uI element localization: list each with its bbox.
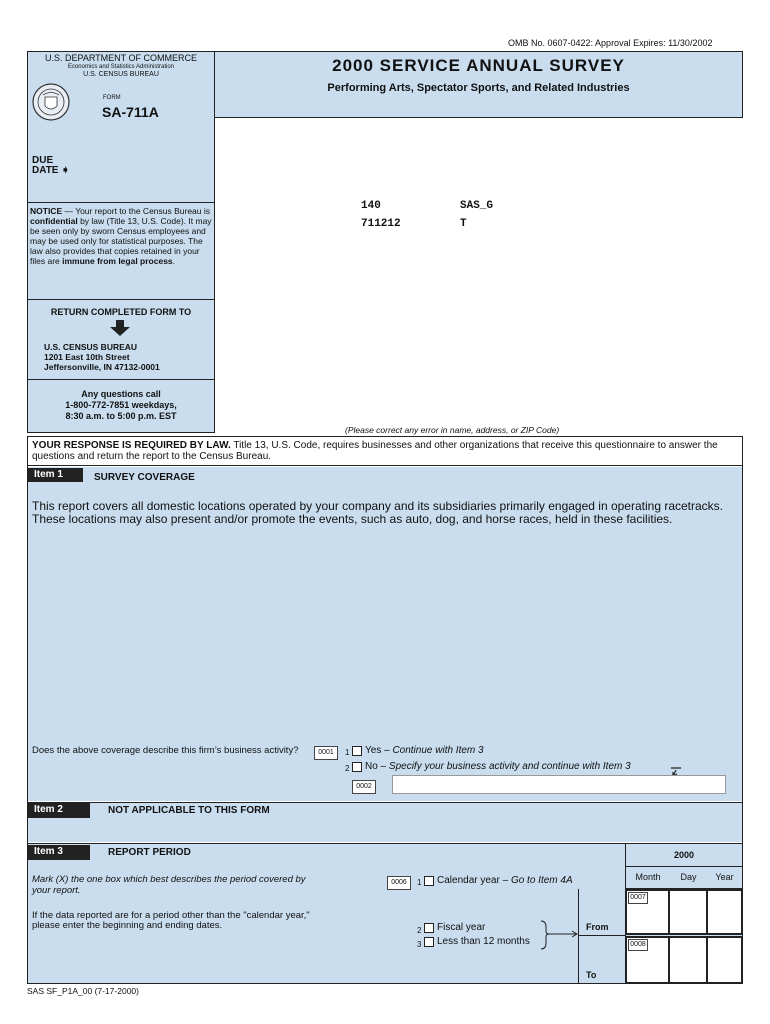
item-1-tag: Item 1 bbox=[28, 468, 83, 482]
code-0008: 0008 bbox=[628, 939, 648, 951]
item-1-code-0001: 0001 bbox=[314, 746, 338, 760]
questions-box bbox=[27, 379, 215, 433]
calendar-year-label: Calendar year – Go to Item 4A bbox=[437, 875, 573, 886]
from-to-divider bbox=[578, 935, 626, 936]
return-line-1: U.S. CENSUS BUREAU bbox=[44, 342, 138, 352]
item-1-body: This report covers all domestic locations operated by your company and its subsidiaries primarily engaged in operating racetracks. These locations may also present and/or promote the events, such as auto, dog, and horse races, held in these facilities. bbox=[32, 499, 724, 526]
item-3-option-2-number: 2 bbox=[417, 926, 422, 935]
address-code-4: T bbox=[460, 218, 467, 230]
item-1-title: SURVEY COVERAGE bbox=[94, 472, 195, 483]
less-than-12-months-checkbox[interactable] bbox=[424, 937, 434, 947]
item-3-title: REPORT PERIOD bbox=[108, 847, 191, 858]
bureau-name: U.S. CENSUS BUREAU bbox=[83, 71, 159, 78]
due-arrow-icon: ➧ bbox=[61, 165, 70, 176]
fiscal-year-checkbox[interactable] bbox=[424, 923, 434, 933]
form-footer-code: SAS SF_P1A_00 (7-17-2000) bbox=[27, 986, 139, 996]
year-header: 2000 bbox=[673, 850, 695, 860]
from-label: From bbox=[586, 922, 609, 932]
return-line-2: 1201 East 10th Street bbox=[44, 352, 130, 362]
day-header: Day bbox=[680, 872, 697, 882]
item-1-no-label: No – Specify your business activity and continue with Item 3 bbox=[365, 761, 631, 772]
notice-box bbox=[27, 202, 215, 300]
item-3-option-3-number: 3 bbox=[417, 940, 422, 949]
title-box bbox=[214, 51, 743, 118]
item-3-code-0006: 0006 bbox=[387, 876, 411, 890]
less-than-12-months-label: Less than 12 months bbox=[437, 936, 530, 947]
to-label: To bbox=[586, 970, 597, 980]
fiscal-year-label: Fiscal year bbox=[437, 922, 486, 933]
business-activity-input[interactable] bbox=[392, 775, 726, 794]
item-1-option-2-number: 2 bbox=[345, 764, 350, 773]
item-1-no-checkbox[interactable] bbox=[352, 762, 362, 772]
return-box bbox=[27, 299, 215, 380]
from-year-input[interactable] bbox=[706, 889, 743, 935]
year-col-header: Year bbox=[715, 872, 734, 882]
survey-subtitle: Performing Arts, Spectator Sports, and Related Industries bbox=[327, 82, 630, 94]
item-3-tag: Item 3 bbox=[28, 845, 90, 860]
item-3-instruction-2: If the data reported are for a period other than the "calendar year," please enter the beginning and ending dates. bbox=[32, 910, 310, 931]
department-box bbox=[27, 51, 215, 203]
survey-title: 2000 SERVICE ANNUAL SURVEY bbox=[332, 56, 625, 75]
commerce-seal-icon bbox=[31, 82, 71, 122]
item-1-question: Does the above coverage describe this firm’s business activity? bbox=[32, 745, 299, 756]
code-0007: 0007 bbox=[628, 892, 648, 904]
department-name: U.S. DEPARTMENT OF COMMERCE bbox=[44, 53, 197, 63]
item-2-title: NOT APPLICABLE TO THIS FORM bbox=[108, 805, 270, 816]
questions-hours: 8:30 a.m. to 5:00 p.m. EST bbox=[65, 411, 177, 421]
address-code-2: SAS_G bbox=[460, 200, 494, 212]
item-3-option-1-number: 1 bbox=[417, 878, 422, 887]
admin-name: Economics and Statistics Administration bbox=[67, 64, 175, 70]
questions-phone: 1-800-772-7851 weekdays, bbox=[65, 400, 177, 410]
omb-number: OMB No. 0607-0422: Approval Expires: 11/30/2002 bbox=[508, 38, 713, 48]
item-2-tag: Item 2 bbox=[28, 803, 90, 818]
calendar-year-checkbox[interactable] bbox=[424, 876, 434, 886]
return-line-3: Jeffersonville, IN 47132-0001 bbox=[44, 362, 160, 372]
down-arrow-icon bbox=[109, 320, 131, 341]
address-code-3: 711212 bbox=[361, 218, 401, 230]
notice-text: NOTICE — Your report to the Census Bureau is confidential by law (Title 13, U.S. Code). It may be seen only by sworn Census employees and may be used only for statistical purposes. The law also provides that copies retained in your files are immune from legal process. bbox=[30, 206, 212, 266]
address-correction-note: (Please correct any error in name, address, or ZIP Code) bbox=[345, 425, 560, 435]
form-label: FORM bbox=[103, 95, 121, 101]
item-1-yes-checkbox[interactable] bbox=[352, 746, 362, 756]
to-year-input[interactable] bbox=[706, 936, 743, 984]
questions-line-1: Any questions call bbox=[81, 389, 161, 399]
form-id: SA-711A bbox=[102, 104, 159, 120]
due-date-label: DUE DATE ➧ bbox=[32, 155, 70, 176]
item-1-yes-label: Yes – Continue with Item 3 bbox=[365, 745, 484, 756]
to-day-input[interactable] bbox=[668, 936, 708, 984]
from-day-input[interactable] bbox=[668, 889, 708, 935]
month-header: Month bbox=[635, 872, 661, 882]
item-3-instruction-1: Mark (X) the one box which best describes the period covered by your report. bbox=[32, 874, 306, 896]
brace-arrow-icon bbox=[540, 920, 580, 955]
required-notice-box bbox=[27, 436, 743, 466]
required-notice-text: YOUR RESPONSE IS REQUIRED BY LAW. Title 13, U.S. Code, requires businesses and other organizations that receive this questionnaire to answer the questions and return the report to the Census Bureau. bbox=[32, 440, 718, 462]
address-code-1: 140 bbox=[361, 200, 381, 212]
item-1-code-0002: 0002 bbox=[352, 780, 376, 794]
grid-line bbox=[625, 866, 743, 867]
item-1-option-1-number: 1 bbox=[345, 748, 350, 757]
return-heading: RETURN COMPLETED FORM TO bbox=[50, 307, 192, 317]
